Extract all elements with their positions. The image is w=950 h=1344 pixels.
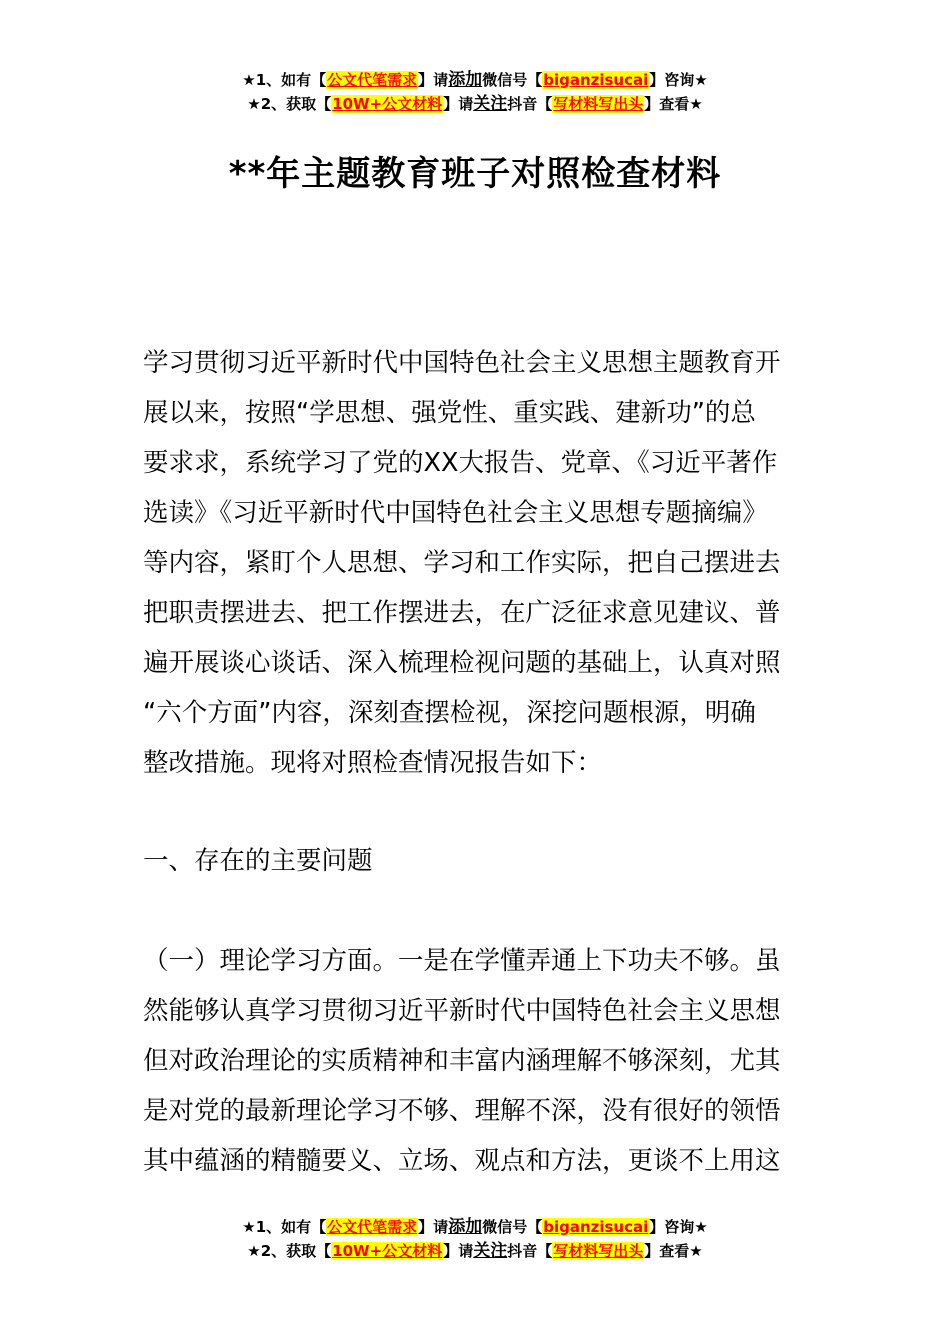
- promo-line-1: [0, 1215, 950, 1239]
- promo-text: 微信号【: [482, 71, 543, 89]
- paragraph-line: 但对政治理论的实质精神和丰富内涵理解不够深刻，尤其: [143, 1046, 781, 1076]
- document-title: **年主题教育班子对照检查材料: [228, 154, 722, 194]
- promo-text: 】查看★: [644, 95, 703, 113]
- promo-emphasis: 关注: [473, 94, 508, 114]
- paragraph-line: 学习贯彻习近平新时代中国特色社会主义思想主题教育开: [143, 348, 781, 378]
- promo-highlight: 公文代笔需求: [327, 71, 418, 89]
- promo-text: 】咨询★: [649, 1218, 708, 1236]
- promo-text: 抖音【: [507, 1242, 553, 1260]
- promo-text: 】咨询★: [649, 71, 708, 89]
- promo-highlight: 10W+公文材料: [332, 95, 443, 113]
- paragraph-line: 整改措施。现将对照检查情况报告如下：: [143, 748, 603, 778]
- paragraph-line: 遍开展谈心谈话、深入梳理检视问题的基础上，认真对照: [143, 648, 781, 678]
- promo-emphasis: 添加: [448, 1217, 483, 1237]
- paragraph-line: 要求求，系统学习了党的XX大报告、党章、《习近平著作: [143, 448, 778, 478]
- paragraph-line: 是对党的最新理论学习不够、理解不深，没有很好的领悟: [143, 1096, 781, 1126]
- promo-text: ★1、如有【: [242, 71, 327, 89]
- promo-text: 】请: [443, 1242, 474, 1260]
- section-paragraph: [143, 936, 807, 1186]
- promo-text: 微信号【: [482, 1218, 543, 1236]
- footer-promo-banner: [0, 1215, 950, 1263]
- header-promo-banner: [0, 68, 950, 116]
- promo-text: ★2、获取【: [247, 1242, 332, 1260]
- promo-highlight: 公文代笔需求: [327, 1218, 418, 1236]
- paragraph-line: 展以来，按照“学思想、强党性、重实践、建新功”的总: [143, 398, 756, 428]
- promo-highlight: biganzisucai: [543, 71, 649, 89]
- promo-line-2: [0, 1239, 950, 1263]
- promo-highlight: 10W+公文材料: [332, 1242, 443, 1260]
- promo-text: 】查看★: [644, 1242, 703, 1260]
- paragraph-line: 把职责摆进去、把工作摆进去，在广泛征求意见建议、普: [143, 598, 781, 628]
- promo-text: 】请: [418, 1218, 449, 1236]
- paragraph-line: 其中蕴涵的精髓要义、立场、观点和方法，更谈不上用这: [143, 1146, 781, 1176]
- paragraph-line: 选读》《习近平新时代中国特色社会主义思想专题摘编》: [143, 498, 768, 528]
- section-heading: 一、存在的主要问题: [143, 846, 373, 876]
- promo-highlight: biganzisucai: [543, 1218, 649, 1236]
- paragraph-line: 然能够认真学习贯彻习近平新时代中国特色社会主义思想: [143, 996, 781, 1026]
- paragraph-line: 等内容，紧盯个人思想、学习和工作实际，把自己摆进去: [143, 548, 781, 578]
- paragraph-line: （一）理论学习方面。一是在学懂弄通上下功夫不够。虽: [143, 946, 781, 976]
- promo-text: 抖音【: [507, 95, 553, 113]
- promo-emphasis: 关注: [473, 1241, 508, 1261]
- promo-text: 】请: [443, 95, 474, 113]
- promo-emphasis: 添加: [448, 70, 483, 90]
- promo-line-2: [0, 92, 950, 116]
- promo-text: ★1、如有【: [242, 1218, 327, 1236]
- paragraph-line: “六个方面”内容，深刻查摆检视，深挖问题根源，明确: [143, 698, 756, 728]
- promo-text: 】请: [418, 71, 449, 89]
- promo-highlight: 写材料写出头: [553, 95, 644, 113]
- promo-text: ★2、获取【: [247, 95, 332, 113]
- promo-line-1: [0, 68, 950, 92]
- intro-paragraph: [143, 338, 807, 788]
- promo-highlight: 写材料写出头: [553, 1242, 644, 1260]
